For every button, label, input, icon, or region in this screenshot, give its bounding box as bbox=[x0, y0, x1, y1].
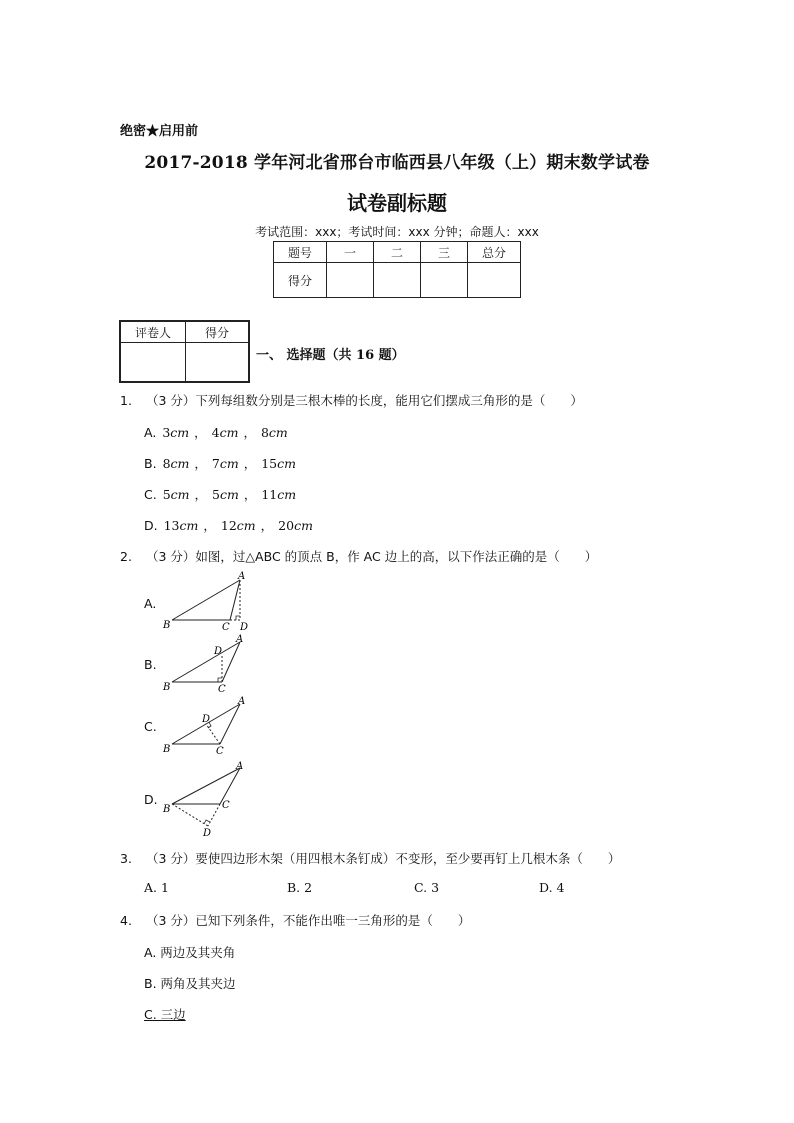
label-c: C bbox=[222, 800, 230, 811]
option-letter: A. bbox=[144, 596, 157, 611]
section-heading: 一、 选择题（共 16 题） bbox=[256, 348, 405, 363]
question-4 bbox=[120, 911, 470, 929]
grader-header-cell: 评卷人 bbox=[120, 321, 186, 343]
q4-option-c[interactable]: C. 三边 bbox=[144, 1007, 186, 1022]
option-unit: cm bbox=[219, 456, 239, 471]
q3-option-a[interactable]: A. 1 bbox=[144, 880, 169, 895]
q3-option-c[interactable]: C. 3 bbox=[414, 880, 440, 895]
option-letter: B. bbox=[144, 657, 157, 672]
score-table bbox=[273, 241, 521, 298]
score-cell[interactable] bbox=[374, 263, 421, 298]
right-angle-mark bbox=[236, 616, 240, 620]
exam-title: 2017-2018 学年河北省邢台市临西县八年级（上）期末数学试卷 bbox=[144, 153, 650, 173]
right-angle-mark bbox=[218, 678, 222, 682]
grader-header-cell: 得分 bbox=[186, 321, 250, 343]
label-d: D bbox=[240, 622, 249, 633]
right-angle-mark bbox=[204, 820, 210, 824]
option-unit: cm bbox=[170, 456, 190, 471]
question-text: （3 分）如图，过△ABC 的顶点 B，作 AC 边上的高，以下作法正确的是（ ） bbox=[146, 549, 598, 564]
score-header-cell: 三 bbox=[421, 242, 468, 263]
label-d: D bbox=[203, 828, 212, 839]
q1-option-d[interactable]: D. 13cm ， 12cm ， 20cm bbox=[144, 518, 313, 533]
question-number: 4. bbox=[120, 913, 132, 928]
score-cell[interactable] bbox=[468, 263, 521, 298]
dashed-altitude bbox=[206, 724, 220, 744]
option-value: 4 bbox=[211, 425, 220, 440]
label-b: B bbox=[163, 682, 171, 693]
question-text: （3 分）已知下列条件，不能作出唯一三角形的是（ ） bbox=[146, 913, 471, 928]
option-unit: cm bbox=[268, 425, 288, 440]
option-value: 13 bbox=[163, 518, 180, 533]
q1-option-a[interactable]: A. 3cm ， 4cm ， 8cm bbox=[144, 425, 288, 440]
label-a: A bbox=[238, 696, 246, 707]
question-number: 1. bbox=[120, 393, 132, 408]
option-value: 7 bbox=[211, 456, 220, 471]
q4-option-b[interactable]: B. 两角及其夹边 bbox=[144, 976, 236, 991]
option-letter: C. bbox=[144, 487, 157, 502]
option-letter: B. bbox=[144, 456, 157, 471]
score-header-cell: 总分 bbox=[468, 242, 521, 263]
q3-option-b[interactable]: B. 2 bbox=[287, 880, 313, 895]
label-c: C bbox=[222, 622, 230, 633]
exam-meta: 考试范围：xxx；考试时间：xxx 分钟；命题人：xxx bbox=[255, 225, 539, 239]
option-letter: C. bbox=[144, 719, 157, 734]
segment-ca bbox=[222, 642, 240, 682]
segment-ab bbox=[172, 642, 240, 682]
question-1 bbox=[120, 391, 583, 409]
option-letter: D. bbox=[144, 792, 158, 807]
label-a: A bbox=[236, 634, 244, 645]
label-c: C bbox=[216, 746, 224, 757]
option-value: 11 bbox=[261, 487, 278, 502]
option-unit: cm bbox=[170, 425, 190, 440]
option-value: 5 bbox=[162, 487, 171, 502]
label-b: B bbox=[163, 620, 171, 631]
option-unit: cm bbox=[219, 425, 239, 440]
q4-option-a[interactable]: A. 两边及其夹角 bbox=[144, 945, 236, 960]
option-value: 12 bbox=[220, 518, 237, 533]
q1-option-b[interactable]: B. 8cm ， 7cm ， 15cm bbox=[144, 456, 296, 471]
label-a: A bbox=[238, 571, 246, 582]
option-unit: cm bbox=[236, 518, 256, 533]
option-unit: cm bbox=[170, 487, 190, 502]
segment-ab bbox=[172, 580, 240, 620]
option-letter: A. bbox=[144, 425, 157, 440]
label-a: A bbox=[236, 761, 244, 772]
score-header-cell: 二 bbox=[374, 242, 421, 263]
score-row-label: 得分 bbox=[274, 263, 327, 298]
option-letter: D. bbox=[144, 518, 158, 533]
q3-option-d[interactable]: D. 4 bbox=[539, 880, 565, 895]
grader-cell[interactable] bbox=[120, 343, 186, 383]
option-value: 15 bbox=[261, 456, 278, 471]
option-unit: cm bbox=[219, 487, 239, 502]
q2-figure-d bbox=[158, 760, 258, 842]
question-2 bbox=[120, 547, 597, 565]
score-header-cell: 题号 bbox=[274, 242, 327, 263]
score-header-cell: 一 bbox=[327, 242, 374, 263]
option-unit: cm bbox=[179, 518, 199, 533]
score-cell[interactable] bbox=[421, 263, 468, 298]
dashed-altitude bbox=[172, 804, 208, 826]
grader-cell[interactable] bbox=[186, 343, 250, 383]
label-b: B bbox=[163, 744, 171, 755]
option-value: 8 bbox=[162, 456, 171, 471]
option-unit: cm bbox=[277, 456, 296, 471]
question-number: 3. bbox=[120, 851, 132, 866]
label-c: C bbox=[218, 684, 226, 695]
exam-subtitle: 试卷副标题 bbox=[347, 191, 447, 215]
question-number: 2. bbox=[120, 549, 132, 564]
label-d: D bbox=[214, 646, 223, 657]
label-b: B bbox=[163, 804, 171, 815]
label-d: D bbox=[202, 714, 211, 725]
option-value: 3 bbox=[162, 425, 171, 440]
question-text: （3 分）要使四边形木架（用四根木条钉成）不变形，至少要再钉上几根木条（ ） bbox=[146, 851, 621, 866]
q2-figure-a bbox=[158, 570, 258, 634]
q1-option-c[interactable]: C. 5cm ， 5cm ， 11cm bbox=[144, 487, 297, 502]
option-value: 8 bbox=[260, 425, 269, 440]
q2-figure-c bbox=[158, 696, 258, 760]
option-value: 20 bbox=[278, 518, 295, 533]
question-3 bbox=[120, 849, 620, 867]
option-value: 5 bbox=[212, 487, 220, 502]
option-unit: cm bbox=[294, 518, 313, 533]
dashed-extension bbox=[208, 804, 220, 826]
q2-figure-b bbox=[158, 634, 258, 698]
score-cell[interactable] bbox=[327, 263, 374, 298]
question-text: （3 分）下列每组数分别是三根木棒的长度，能用它们摆成三角形的是（ ） bbox=[146, 393, 583, 408]
grader-table bbox=[119, 320, 250, 383]
confidential-label: 绝密★启用前 bbox=[120, 124, 199, 139]
option-unit: cm bbox=[277, 487, 297, 502]
segment-ca bbox=[230, 580, 240, 620]
